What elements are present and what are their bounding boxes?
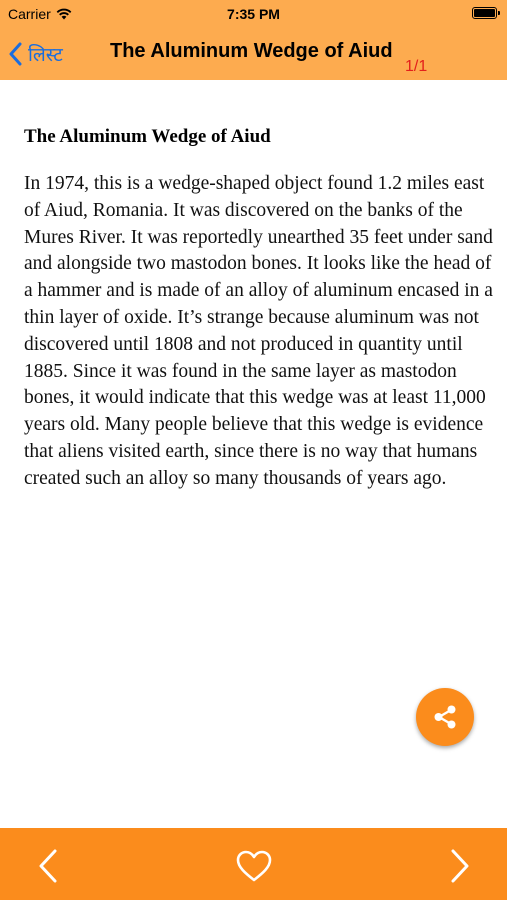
article-content — [24, 126, 494, 493]
heart-icon — [235, 849, 273, 883]
nav-title: The Aluminum Wedge of Aiud — [110, 40, 393, 62]
previous-button[interactable] — [28, 846, 68, 886]
back-label: लिस्ट — [28, 44, 63, 66]
top-bar — [0, 0, 507, 80]
chevron-left-icon — [36, 848, 60, 884]
carrier-label: Carrier — [8, 6, 51, 22]
article-title: The Aluminum Wedge of Aiud — [24, 126, 271, 147]
share-icon — [430, 702, 460, 732]
article-body: In 1974, this is a wedge-shaped object found 1.2 miles east of Aiud, Romania. It was discovered on the banks of the Mures River. It was reportedly unearthed 35 feet under sand and alongside two mastodon bones. It looks like the head of a hammer and is made of an alloy of aluminum encased in a thin layer of oxide. It’s strange because aluminum was not discovered until 1808 and not produced in quantity until 1885. Since it was found in the same layer as mastodon bones, it would indicate that this wedge was at least 11,000 years old. Many people believe that this wedge is evidence that aliens visited earth, since there is no way that humans created such an alloy so many thousands of years ago. — [24, 173, 493, 489]
page-indicator: 1/1 — [405, 58, 428, 75]
share-button[interactable] — [416, 688, 474, 746]
status-time: 7:35 PM — [227, 6, 280, 22]
navigation-bar — [0, 28, 507, 80]
back-button[interactable] — [8, 37, 63, 71]
bottom-toolbar — [0, 828, 507, 900]
chevron-right-icon — [448, 848, 472, 884]
favorite-button[interactable] — [234, 846, 274, 886]
status-bar — [0, 0, 507, 28]
battery-icon — [472, 7, 497, 19]
next-button[interactable] — [440, 846, 480, 886]
chevron-left-icon — [8, 42, 22, 66]
